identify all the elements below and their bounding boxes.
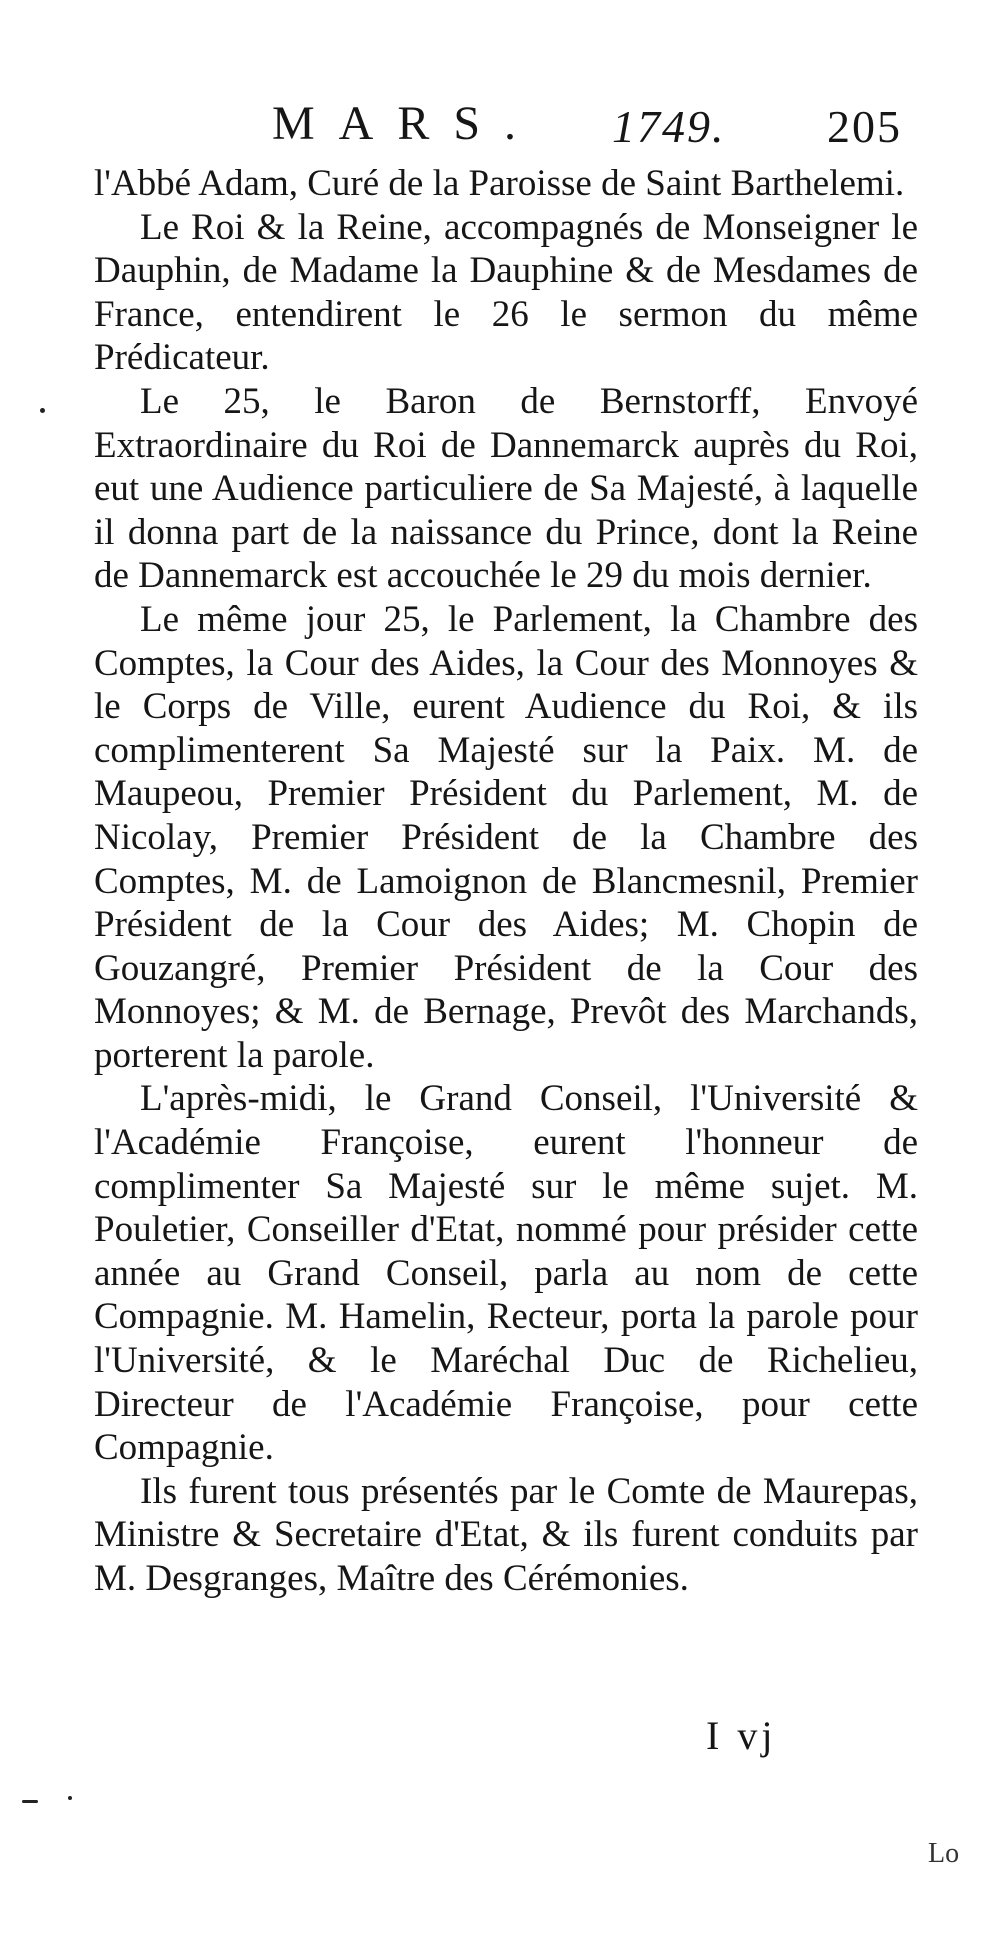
paragraph-1: l'Abbé Adam, Curé de la Paroisse de Saint Barthelemi. xyxy=(94,163,905,204)
body-text xyxy=(94,162,918,1601)
paragraph-6: Ils furent tous présentés par le Comte de Maurepas, Ministre & Secretaire d'Etat, & ils furent conduits par M. Desgranges, Maître des Cérémonies. xyxy=(94,1470,918,1599)
paragraph-5: L'après-midi, le Grand Conseil, l'Université & l'Académie Françoise, eurent l'honneur de complimenter Sa Majesté sur le même sujet. M. Pouletier, Conseiller d'Etat, nommé pour présider cette année au Grand Conseil, parla au nom de cette Compagnie. M. Hamelin, Recteur, porta la parole pour l'Université, & le Maréchal Duc de Richelieu, Directeur de l'Académie Françoise, pour cette Compagnie. xyxy=(94,1078,918,1469)
paragraph-4: Le même jour 25, le Parlement, la Chambre des Comptes, la Cour des Aides, la Cour des Monnoyes & le Corps de Ville, eurent Audience du Roi, & ils complimenterent Sa Majesté sur la Paix. M. de Maupeou, Premier Président du Parlement, M. de Nicolay, Premier Président de la Chambre des Comptes, M. de Lamoignon de Blancmesnil, Premier Président de la Cour des Aides; M. Chopin de Gouzangré, Premier Président de la Cour des Monnoyes; & M. de Bernage, Prevôt des Marchands, porterent la parole. xyxy=(94,598,918,1076)
paragraph-3: Le 25, le Baron de Bernstorff, Envoyé Extraordinaire du Roi de Dannemarck auprès du Roi, eut une Audience particuliere de Sa Majesté, à laquelle il donna part de la naissance du Prince, dont la Reine de Dannemarck est accouchée le 29 du mois dernier. xyxy=(94,380,918,597)
corner-mark: Lo xyxy=(928,1838,960,1869)
ink-speck xyxy=(68,1796,72,1800)
page-number: 205 xyxy=(827,101,902,152)
running-head-year: 1749. xyxy=(612,101,726,152)
ink-speck xyxy=(40,408,45,413)
ink-speck xyxy=(22,1800,38,1803)
running-head-month: MARS. xyxy=(272,97,541,150)
paragraph-2: Le Roi & la Reine, accompagnés de Monseigner le Dauphin, de Madame la Dauphine & de Mesdames de France, entendirent le 26 le sermon du même Prédicateur. xyxy=(94,206,918,379)
signature-mark: I vj xyxy=(706,1713,777,1758)
running-head xyxy=(272,96,912,158)
